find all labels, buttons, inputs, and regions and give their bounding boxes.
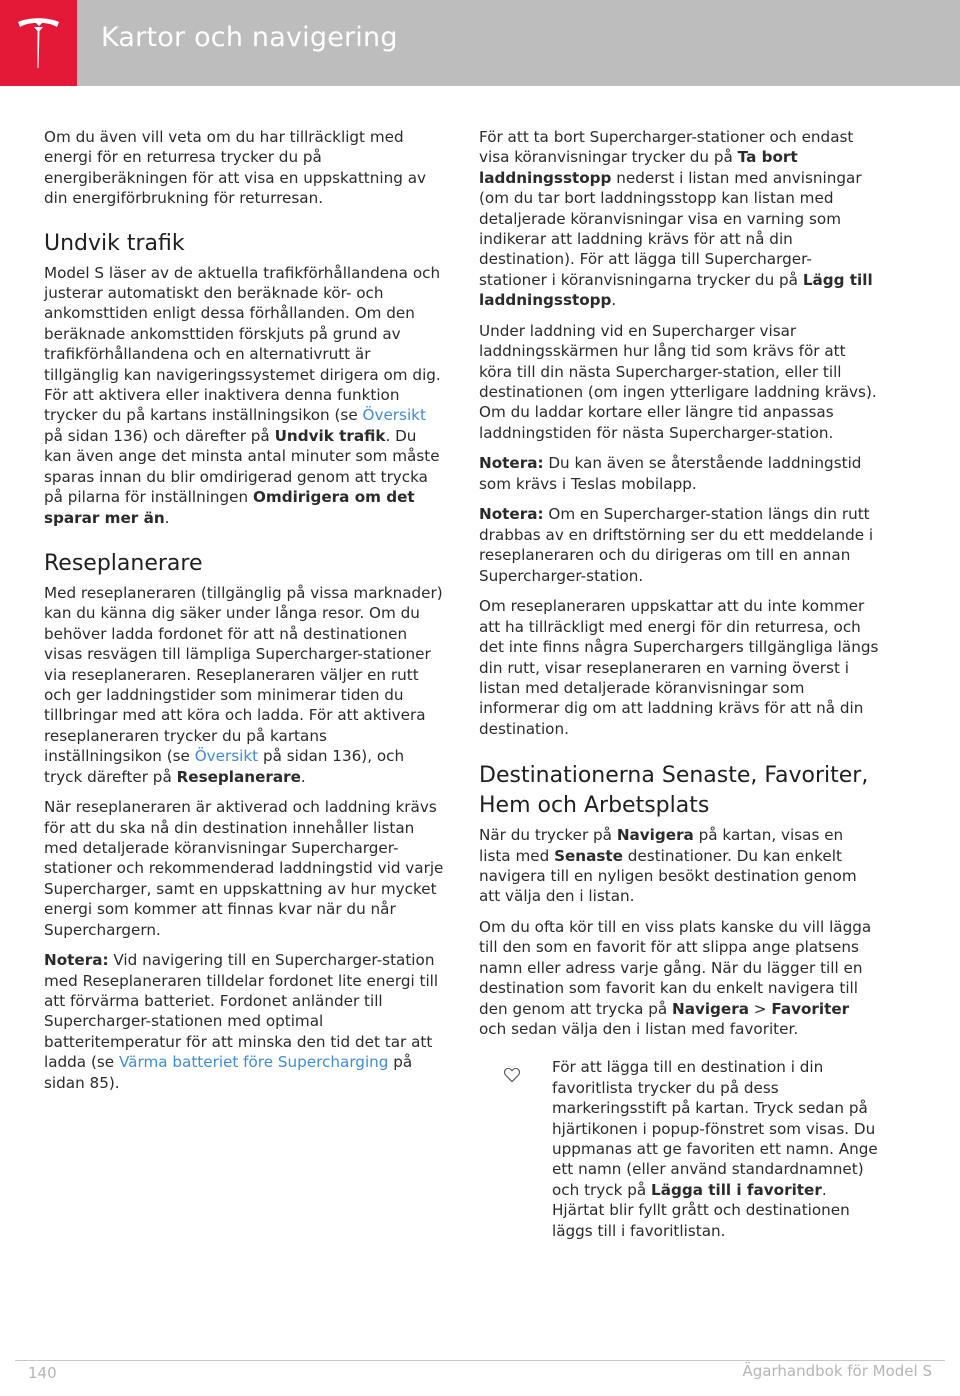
manual-title: Ägarhandbok för Model S <box>742 1362 932 1380</box>
p1-text-a: För att ta bort Supercharger-stationer och endast visa köranvisningar trycker du på <box>479 128 854 167</box>
left-column <box>44 127 444 1103</box>
term-lagg-till-laddningsstopp: Lägg till laddningsstopp <box>479 270 873 310</box>
note-label: Notera: <box>479 505 544 524</box>
navigate-recent-paragraph <box>479 825 879 907</box>
p4-text-b: på kartan, visas en lista med <box>479 826 844 865</box>
term-navigera: Navigera <box>616 826 694 845</box>
p1-text-b: nederst i listan med anvisningar (om du tar bort laddningsstopp kan listan med detaljerade köranvisningar visa en varning som indikerar att laddning krävs för att nå din destination). För att lägga till Supercharger-stationer i köranvisningarna trycker du på <box>479 168 862 289</box>
term-senaste: Senaste <box>554 846 623 865</box>
planner-text-b: på sidan 136), och tryck därefter på <box>44 747 405 786</box>
term-ta-bort-laddningsstopp: Ta bort laddningsstopp <box>479 148 798 187</box>
right-column <box>479 127 879 1251</box>
traffic-text-b: på sidan 136) och därefter på <box>44 426 275 445</box>
term-reseplanerare: Reseplanerare <box>176 767 301 786</box>
traffic-paragraph <box>44 263 444 528</box>
page-number: 140 <box>28 1364 57 1382</box>
planner-active-paragraph: När reseplaneraren är aktiverad och laddning krävs för att du ska nå din destination innehåller listan med detaljerade köranvisningar Supercharger-stationer och rekommenderad laddningstid vid varje Supercharger, samt en uppskattning av hur mycket energi som kommer att finnas kvar när du når Superchargern. <box>44 798 444 939</box>
heading-undvik-trafik: Undvik trafik <box>44 230 185 256</box>
p4-text-c: destinationer. Du kan enkelt navigera till en nyligen besökt destination genom att välja den i listan. <box>479 846 857 906</box>
planner-paragraph <box>44 583 444 787</box>
note-outage-paragraph <box>479 504 879 586</box>
favorites-intro-paragraph <box>479 917 879 1039</box>
traffic-text-d: . <box>164 508 170 527</box>
heart-outline-icon <box>503 1067 521 1083</box>
brand-logo-box <box>0 0 77 86</box>
traffic-text-c: . Du kan även ange det minsta antal minuter som måste sparas innan du blir omdirigerad genom att trycka på pilarna för inställningen <box>44 426 440 507</box>
page-header <box>0 0 960 86</box>
note2-text: Om en Supercharger-station längs din rutt drabbas av en driftstörning ser du ett meddelande i reseplaneraren och du dirigeras om till en annan Supercharger-station. <box>479 505 874 585</box>
term-undvik-trafik: Undvik trafik <box>274 426 386 445</box>
p5-text-a: Om du ofta kör till en viss plats kanske du vill lägga till den som en favorit för att slippa ange platsens namn eller adress varje gång. När du lägger till en destination som favorit kan du enkelt navigera till den genom att trycka på <box>479 917 872 1018</box>
return-trip-paragraph: Om reseplaneraren uppskattar att du inte kommer att ha tillräckligt med energi för din returresa, och det inte finns några Superchargers tillgängliga längs din rutt, visar reseplaneraren en varning överst i listan med detaljerade köranvisningar som informerar dig om att laddning krävs för att nå din destination. <box>479 597 879 738</box>
footer-divider <box>15 1360 945 1361</box>
p5-separator: > <box>748 999 772 1018</box>
p5-text-b: och sedan välja den i listan med favoriter. <box>479 1019 799 1038</box>
note-label: Notera: <box>44 951 109 970</box>
fav-text-a: För att lägga till en destination i din favoritlista trycker du på dess markeringsstift på kartan. Tryck sedan på hjärtikonen i popup-fönstret som visas. Du uppmanas att ge favoriten ett namn. Ange ett namn (eller använd standardnamnet) och tryck på <box>552 1058 878 1199</box>
note-text-a: Vid navigering till en Supercharger-station med Reseplaneraren tilldelar fordonet lite energi till att förvärma batteriet. Fordonet anländer till Supercharger-stationen med optimal batteritemperatur för att minska den tid det tar att ladda (se <box>44 951 439 1072</box>
note-label: Notera: <box>479 454 544 473</box>
planner-text-a: Med reseplaneraren (tillgänglig på vissa marknader) kan du känna dig säker under långa resor. Om du behöver ladda fordonet för att nå destinationen visas resvägen till lämpliga Supercharger-stationer via reseplaneraren. Reseplaneraren väljer en rutt och ger laddningstider som minimerar tiden du tillbringar med att köra och ladda. För att aktivera reseplaneraren trycker du på kartans inställningsikon (se <box>44 583 443 766</box>
note-preheat-paragraph <box>44 950 444 1093</box>
link-oversikt[interactable]: Översikt <box>362 406 426 425</box>
p1-text-c: . <box>611 291 617 310</box>
note-mobile-app-paragraph <box>479 453 879 494</box>
p4-text-a: När du trycker på <box>479 826 617 845</box>
charging-screen-paragraph: Under laddning vid en Supercharger visar laddningsskärmen hur lång tid som krävs för att köra till din nästa Supercharger-station, eller till destinationen (om ingen ytterligare laddning krävs). Om du laddar kortare eller längre tid anpassas laddningstiden för nästa Supercharger-station. <box>479 321 877 442</box>
intro-paragraph: Om du även vill veta om du har tillräckligt med energi för en returresa trycker du på energiberäkningen för att visa en uppskattning av din energiförbrukning för returresan. <box>44 128 426 208</box>
remove-stops-paragraph <box>479 127 879 311</box>
heading-destinationerna: Destinationerna Senaste, Favoriter, Hem och Arbetsplats <box>479 763 869 819</box>
term-omdirigera: Omdirigera om det sparar mer än <box>44 488 415 527</box>
term-lagga-till-i-favoriter: Lägga till i favoriter <box>651 1180 822 1199</box>
term-navigera-2: Navigera <box>671 999 749 1018</box>
favorite-tip-text <box>552 1057 879 1241</box>
fav-text-b: . Hjärtat blir fyllt grått och destinationen läggs till i favoritlistan. <box>552 1180 850 1240</box>
tesla-logo-icon <box>16 16 61 70</box>
note-text-b: på sidan 85). <box>44 1053 413 1092</box>
traffic-text-a: Model S läser av de aktuella trafikförhållandena och justerar automatiskt den beräknade kör- och ankomsttiden enligt dessa förhållanden. Om den beräknade ankomsttiden förskjuts på grund av trafikförhållandena och en alternativrutt är tillgänglig kan navigeringssystemet dirigera om dig. För att aktivera eller inaktivera denna funktion trycker du på kartans inställningsikon (se <box>44 263 441 425</box>
heading-reseplanerare: Reseplanerare <box>44 550 203 576</box>
planner-text-c: . <box>300 767 306 786</box>
link-varma-batteriet[interactable]: Värma batteriet före Supercharging <box>118 1053 389 1072</box>
favorite-tip-block <box>479 1057 879 1241</box>
section-title: Kartor och navigering <box>101 22 398 53</box>
term-favoriter: Favoriter <box>771 999 850 1018</box>
link-oversikt-2[interactable]: Översikt <box>194 747 259 766</box>
note1-text: Du kan även se återstående laddningstid som krävs i Teslas mobilapp. <box>479 454 862 493</box>
